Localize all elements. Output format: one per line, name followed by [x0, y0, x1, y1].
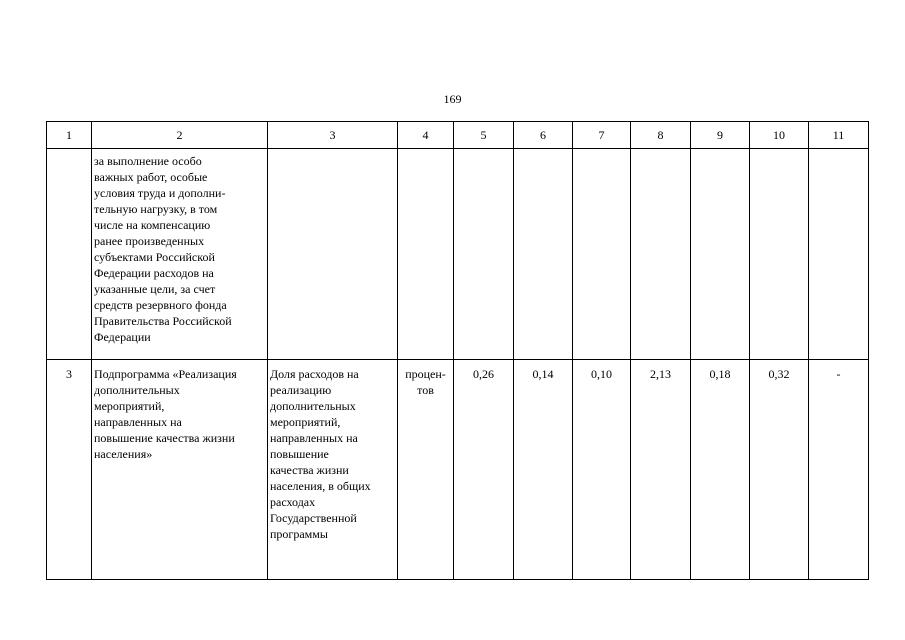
text-line: указанные цели, за счет [94, 282, 216, 296]
text-line: условия труда и дополни- [94, 186, 226, 200]
text-line: важных работ, особые [94, 170, 208, 184]
text-line: субъектами Российской [94, 250, 215, 264]
value-cell-9: 0,18 [691, 360, 750, 580]
column-header: 4 [398, 122, 454, 149]
column-header: 7 [573, 122, 631, 149]
table-cell [631, 149, 691, 360]
value-cell-10: 0,32 [750, 360, 809, 580]
text-line: реализацию [270, 383, 332, 397]
value-cell-5: 0,26 [454, 360, 514, 580]
text-line: дополнительных [270, 399, 356, 413]
table-cell [398, 149, 454, 360]
column-header: 11 [809, 122, 869, 149]
text-line: мероприятий, [94, 399, 165, 413]
text-line: дополнительных [94, 383, 180, 397]
column-header: 3 [268, 122, 398, 149]
header-row [47, 122, 869, 149]
text-line: повышение качества жизни [94, 431, 235, 445]
text-line: Подпрограмма «Реализация [94, 367, 237, 381]
text-line: Правительства Российской [94, 314, 232, 328]
value-cell-7: 0,10 [573, 360, 631, 580]
table-cell [514, 149, 573, 360]
table-cell [750, 149, 809, 360]
value-cell-8: 2,13 [631, 360, 691, 580]
table-cell [454, 149, 514, 360]
value-cell-6: 0,14 [514, 360, 573, 580]
text-line: расходах [270, 495, 316, 509]
indicator-cell [268, 360, 398, 580]
unit-cell [398, 360, 454, 580]
table-cell [573, 149, 631, 360]
column-header: 9 [691, 122, 750, 149]
text-line: Федерации расходов на [94, 266, 214, 280]
column-header: 8 [631, 122, 691, 149]
text-line: процен- [405, 367, 446, 381]
column-header: 1 [47, 122, 92, 149]
text-line: населения» [94, 447, 153, 461]
text-line: повышение [270, 447, 329, 461]
table-row-3 [47, 360, 869, 580]
text-line: мероприятий, [270, 415, 341, 429]
column-header: 6 [514, 122, 573, 149]
table-cell [47, 149, 92, 360]
table-cell [691, 149, 750, 360]
table-cell [809, 149, 869, 360]
value-cell-11: - [809, 360, 869, 580]
text-line: населения, в общих [270, 479, 371, 493]
row-number-cell: 3 [47, 360, 92, 580]
text-line: Федерации [94, 330, 151, 344]
text-line: программы [270, 527, 328, 541]
text-line: качества жизни [270, 463, 349, 477]
text-line: Государственной [270, 511, 357, 525]
column-header: 5 [454, 122, 514, 149]
measure-description-cell [92, 149, 268, 360]
text-line: тов [417, 383, 434, 397]
table-row-continued [47, 149, 869, 360]
subprogram-name-cell [92, 360, 268, 580]
text-line: за выполнение особо [94, 154, 202, 168]
text-line: тельную нагрузку, в том [94, 202, 218, 216]
text-line: направленных на [270, 431, 358, 445]
text-line: средств резервного фонда [94, 298, 227, 312]
page-number: 169 [443, 92, 462, 106]
text-line: числе на компенсацию [94, 218, 211, 232]
indicator-table [46, 121, 869, 580]
table-cell [268, 149, 398, 360]
text-line: направленных на [94, 415, 182, 429]
column-header: 10 [750, 122, 809, 149]
text-line: Доля расходов на [270, 367, 359, 381]
text-line: ранее произведенных [94, 234, 205, 248]
column-header: 2 [92, 122, 268, 149]
